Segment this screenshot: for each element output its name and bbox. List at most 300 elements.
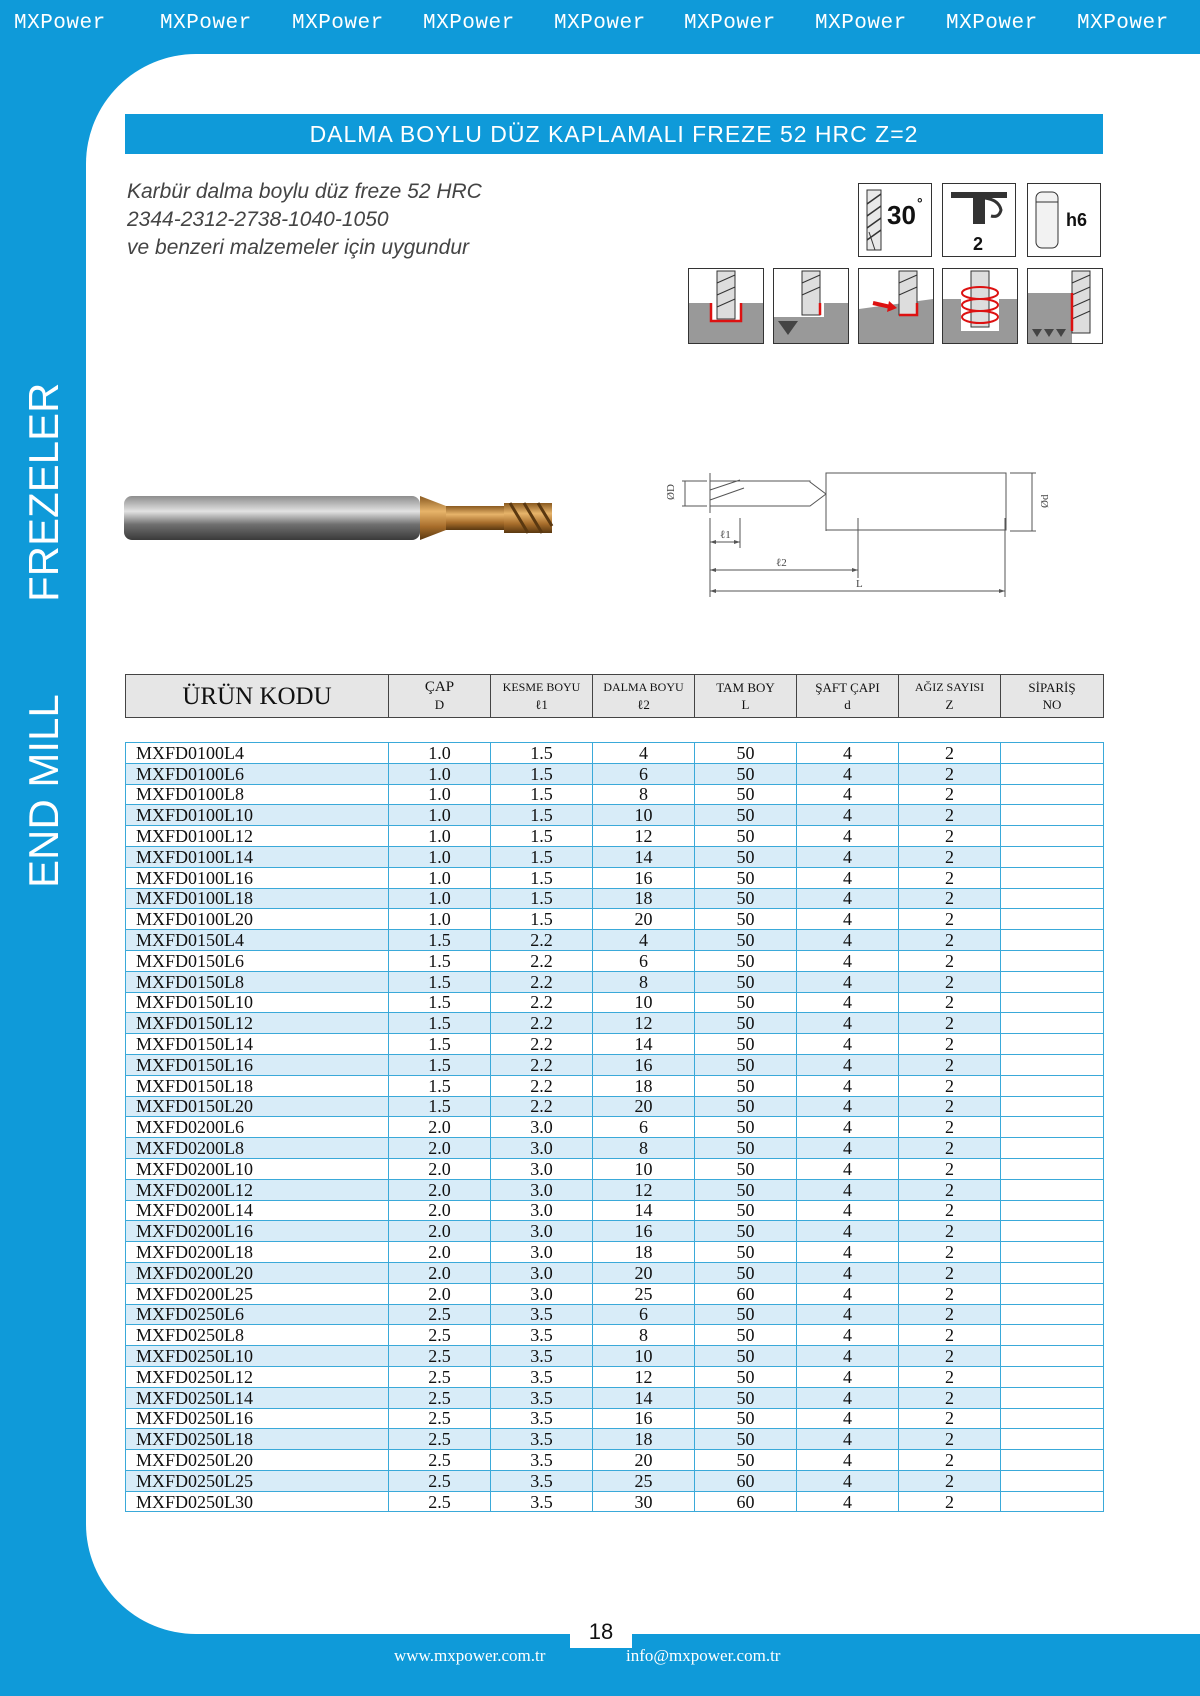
cell-shank-diameter: 4 [797, 1387, 899, 1408]
cell-order-no[interactable] [1001, 1429, 1104, 1450]
cell-reach-length: 14 [593, 1034, 695, 1055]
cell-reach-length: 20 [593, 1450, 695, 1471]
cell-flute-count: 2 [899, 1117, 1001, 1138]
cell-reach-length: 10 [593, 805, 695, 826]
cell-diameter: 2.0 [389, 1262, 491, 1283]
cell-shank-diameter: 4 [797, 909, 899, 930]
table-row [126, 1221, 1104, 1242]
cell-product-code: MXFD0250L30 [126, 1491, 389, 1512]
cell-diameter: 1.5 [389, 1054, 491, 1075]
table-row [126, 1200, 1104, 1221]
table-row [126, 1450, 1104, 1471]
cell-flute-count: 2 [899, 1242, 1001, 1263]
cell-cutting-length: 3.5 [491, 1429, 593, 1450]
cell-flute-count: 2 [899, 867, 1001, 888]
table-row [126, 743, 1104, 764]
cell-order-no[interactable] [1001, 971, 1104, 992]
cell-diameter: 2.5 [389, 1429, 491, 1450]
cell-reach-length: 4 [593, 930, 695, 951]
cell-reach-length: 25 [593, 1283, 695, 1304]
cell-order-no[interactable] [1001, 992, 1104, 1013]
brand-strip-item: MXPower [292, 12, 384, 35]
cell-flute-count: 2 [899, 1304, 1001, 1325]
cell-overall-length: 50 [695, 909, 797, 930]
cell-product-code: MXFD0100L8 [126, 784, 389, 805]
table-row [126, 1304, 1104, 1325]
cell-cutting-length: 1.5 [491, 888, 593, 909]
cell-cutting-length: 2.2 [491, 930, 593, 951]
cell-order-no[interactable] [1001, 1491, 1104, 1512]
cell-product-code: MXFD0100L10 [126, 805, 389, 826]
cell-flute-count: 2 [899, 888, 1001, 909]
footer-website[interactable]: www.mxpower.com.tr [394, 1646, 546, 1665]
cell-product-code: MXFD0250L14 [126, 1387, 389, 1408]
cell-shank-diameter: 4 [797, 743, 899, 764]
cell-cutting-length: 1.5 [491, 826, 593, 847]
cell-reach-length: 18 [593, 888, 695, 909]
drawing-dia-D-label: ØD [665, 484, 677, 500]
cell-overall-length: 50 [695, 1262, 797, 1283]
page-number: 18 [570, 1616, 632, 1648]
helix-angle-icon [858, 183, 932, 257]
cell-overall-length: 50 [695, 1117, 797, 1138]
cell-reach-length: 8 [593, 1138, 695, 1159]
cell-overall-length: 50 [695, 888, 797, 909]
cell-order-no[interactable] [1001, 1283, 1104, 1304]
cell-product-code: MXFD0200L25 [126, 1283, 389, 1304]
cell-reach-length: 20 [593, 909, 695, 930]
cell-cutting-length: 1.5 [491, 805, 593, 826]
side-label-end-mill-text: END MILL [20, 694, 67, 888]
cell-diameter: 1.0 [389, 743, 491, 764]
cell-overall-length: 50 [695, 1429, 797, 1450]
cell-shank-diameter: 4 [797, 1325, 899, 1346]
table-row [126, 909, 1104, 930]
table-row [126, 1138, 1104, 1159]
table-row [126, 1013, 1104, 1034]
flute-count-value: 2 [973, 234, 984, 254]
header-diameter-symbol: D [434, 697, 445, 712]
helix-angle-degree: ° [917, 195, 923, 211]
cell-order-no[interactable] [1001, 1075, 1104, 1096]
cell-product-code: MXFD0200L16 [126, 1221, 389, 1242]
cell-diameter: 1.5 [389, 992, 491, 1013]
cell-flute-count: 2 [899, 1262, 1001, 1283]
header-overall-length-symbol: L [741, 697, 750, 712]
cell-product-code: MXFD0100L20 [126, 909, 389, 930]
cell-overall-length: 50 [695, 1221, 797, 1242]
cell-overall-length: 60 [695, 1491, 797, 1512]
cell-order-no[interactable] [1001, 1179, 1104, 1200]
header-reach-length-symbol: ℓ2 [637, 697, 650, 712]
cell-reach-length: 16 [593, 1408, 695, 1429]
product-table-body [126, 743, 1104, 1512]
table-row [126, 1075, 1104, 1096]
cell-overall-length: 50 [695, 1054, 797, 1075]
cell-product-code: MXFD0250L12 [126, 1366, 389, 1387]
cell-overall-length: 50 [695, 1034, 797, 1055]
header-reach-length-label: DALMA BOYU [603, 680, 684, 694]
header-reach-length [593, 675, 695, 718]
cell-reach-length: 6 [593, 1304, 695, 1325]
cell-product-code: MXFD0200L14 [126, 1200, 389, 1221]
cell-cutting-length: 3.0 [491, 1262, 593, 1283]
technical-drawing [660, 470, 1060, 610]
cell-flute-count: 2 [899, 1096, 1001, 1117]
header-overall-length-label: TAM BOY [716, 680, 775, 695]
cell-overall-length: 50 [695, 1408, 797, 1429]
brand-strip [0, 0, 1200, 48]
cell-overall-length: 50 [695, 1387, 797, 1408]
cell-flute-count: 2 [899, 992, 1001, 1013]
cell-order-no[interactable] [1001, 1221, 1104, 1242]
header-shank-diameter-symbol: d [844, 697, 851, 712]
description-line: ve benzeri malzemeler için uygundur [127, 236, 469, 259]
cell-shank-diameter: 4 [797, 1054, 899, 1075]
header-order-no [1001, 675, 1104, 718]
cell-overall-length: 50 [695, 930, 797, 951]
flute-count-icon [942, 183, 1016, 257]
header-shank-diameter-label: ŞAFT ÇAPI [815, 680, 880, 695]
cell-diameter: 1.0 [389, 784, 491, 805]
cell-flute-count: 2 [899, 1138, 1001, 1159]
table-row [126, 805, 1104, 826]
cell-order-no[interactable] [1001, 1096, 1104, 1117]
header-diameter [389, 675, 491, 718]
table-row [126, 1325, 1104, 1346]
cell-cutting-length: 1.5 [491, 763, 593, 784]
cell-cutting-length: 3.5 [491, 1304, 593, 1325]
cell-shank-diameter: 4 [797, 1346, 899, 1367]
table-row [126, 950, 1104, 971]
cell-reach-length: 14 [593, 846, 695, 867]
cell-cutting-length: 3.0 [491, 1117, 593, 1138]
header-cutting-length-label: KESME BOYU [502, 680, 581, 694]
cell-cutting-length: 3.5 [491, 1408, 593, 1429]
cell-flute-count: 2 [899, 1366, 1001, 1387]
cell-flute-count: 2 [899, 1325, 1001, 1346]
cell-overall-length: 50 [695, 1346, 797, 1367]
drawing-l2-label: ℓ2 [776, 557, 787, 569]
header-overall-length [695, 675, 797, 718]
header-shank-diameter [797, 675, 899, 718]
cell-cutting-length: 2.2 [491, 1034, 593, 1055]
cell-cutting-length: 3.0 [491, 1158, 593, 1179]
cell-order-no[interactable] [1001, 763, 1104, 784]
cell-order-no[interactable] [1001, 805, 1104, 826]
chamfer-icon [773, 268, 849, 344]
cell-order-no[interactable] [1001, 1034, 1104, 1055]
cell-overall-length: 50 [695, 950, 797, 971]
cell-overall-length: 50 [695, 1366, 797, 1387]
cell-overall-length: 50 [695, 1158, 797, 1179]
drawing-dia-d-label: Ød [1039, 494, 1051, 508]
cell-reach-length: 18 [593, 1242, 695, 1263]
cell-product-code: MXFD0200L8 [126, 1138, 389, 1159]
cell-flute-count: 2 [899, 1470, 1001, 1491]
cell-flute-count: 2 [899, 950, 1001, 971]
cell-diameter: 2.5 [389, 1346, 491, 1367]
cell-reach-length: 10 [593, 1346, 695, 1367]
brand-strip-item: MXPower [815, 12, 907, 35]
header-order-no-label: SİPARİŞ [1028, 680, 1076, 695]
header-cutting-length-symbol: ℓ1 [535, 697, 548, 712]
table-row [126, 1346, 1104, 1367]
cell-order-no[interactable] [1001, 1242, 1104, 1263]
cell-cutting-length: 3.5 [491, 1450, 593, 1471]
cell-order-no[interactable] [1001, 867, 1104, 888]
side-label-frezeler-text: FREZELER [20, 382, 67, 602]
cell-order-no[interactable] [1001, 1304, 1104, 1325]
table-row [126, 1366, 1104, 1387]
cell-flute-count: 2 [899, 930, 1001, 951]
cell-reach-length: 20 [593, 1096, 695, 1117]
cell-product-code: MXFD0150L10 [126, 992, 389, 1013]
shank-tolerance-icon [1027, 183, 1101, 257]
footer-email[interactable]: info@mxpower.com.tr [626, 1646, 781, 1665]
product-table-header [125, 674, 1104, 718]
tolerance-value: h6 [1066, 210, 1088, 230]
cell-order-no[interactable] [1001, 1387, 1104, 1408]
cell-diameter: 1.0 [389, 867, 491, 888]
cell-order-no[interactable] [1001, 846, 1104, 867]
cell-diameter: 1.5 [389, 1013, 491, 1034]
cell-cutting-length: 3.0 [491, 1179, 593, 1200]
table-row [126, 763, 1104, 784]
cell-diameter: 2.0 [389, 1179, 491, 1200]
cell-flute-count: 2 [899, 1034, 1001, 1055]
product-table [125, 742, 1104, 1512]
cell-cutting-length: 1.5 [491, 909, 593, 930]
table-row [126, 1096, 1104, 1117]
cell-flute-count: 2 [899, 743, 1001, 764]
header-cutting-length [491, 675, 593, 718]
cell-flute-count: 2 [899, 1346, 1001, 1367]
cell-shank-diameter: 4 [797, 950, 899, 971]
cell-flute-count: 2 [899, 1283, 1001, 1304]
cell-product-code: MXFD0200L10 [126, 1158, 389, 1179]
cell-overall-length: 50 [695, 826, 797, 847]
cell-diameter: 2.0 [389, 1283, 491, 1304]
table-row [126, 1408, 1104, 1429]
cell-diameter: 1.0 [389, 763, 491, 784]
cell-diameter: 2.5 [389, 1325, 491, 1346]
cell-shank-diameter: 4 [797, 1408, 899, 1429]
drawing-L-label: L [856, 578, 863, 590]
cell-product-code: MXFD0250L16 [126, 1408, 389, 1429]
cell-reach-length: 16 [593, 867, 695, 888]
cell-product-code: MXFD0150L16 [126, 1054, 389, 1075]
cell-overall-length: 60 [695, 1283, 797, 1304]
cell-product-code: MXFD0100L12 [126, 826, 389, 847]
cell-product-code: MXFD0250L8 [126, 1325, 389, 1346]
cell-diameter: 1.5 [389, 1034, 491, 1055]
table-row [126, 867, 1104, 888]
cell-product-code: MXFD0100L4 [126, 743, 389, 764]
cell-order-no[interactable] [1001, 1158, 1104, 1179]
cell-product-code: MXFD0200L12 [126, 1179, 389, 1200]
cell-diameter: 2.5 [389, 1366, 491, 1387]
cell-shank-diameter: 4 [797, 1450, 899, 1471]
cell-diameter: 1.5 [389, 950, 491, 971]
cell-order-no[interactable] [1001, 784, 1104, 805]
cell-cutting-length: 2.2 [491, 950, 593, 971]
cell-product-code: MXFD0100L18 [126, 888, 389, 909]
cell-reach-length: 14 [593, 1387, 695, 1408]
cell-overall-length: 50 [695, 1096, 797, 1117]
cell-shank-diameter: 4 [797, 1075, 899, 1096]
cell-order-no[interactable] [1001, 1470, 1104, 1491]
cell-flute-count: 2 [899, 971, 1001, 992]
cell-overall-length: 50 [695, 763, 797, 784]
cell-diameter: 1.0 [389, 846, 491, 867]
cell-shank-diameter: 4 [797, 1304, 899, 1325]
product-photo [120, 470, 600, 570]
cell-cutting-length: 1.5 [491, 743, 593, 764]
cell-flute-count: 2 [899, 909, 1001, 930]
cell-diameter: 2.5 [389, 1470, 491, 1491]
table-row [126, 1387, 1104, 1408]
cell-order-no[interactable] [1001, 1138, 1104, 1159]
header-product-code: ÜRÜN KODU [126, 675, 389, 718]
cell-product-code: MXFD0150L8 [126, 971, 389, 992]
cell-cutting-length: 3.0 [491, 1138, 593, 1159]
cell-order-no[interactable] [1001, 930, 1104, 951]
cell-flute-count: 2 [899, 1429, 1001, 1450]
cell-reach-length: 30 [593, 1491, 695, 1512]
brand-strip-item: MXPower [14, 12, 106, 35]
cell-diameter: 1.5 [389, 930, 491, 951]
header-order-no-symbol: NO [1042, 697, 1062, 712]
cell-shank-diameter: 4 [797, 846, 899, 867]
cell-order-no[interactable] [1001, 909, 1104, 930]
cell-shank-diameter: 4 [797, 1096, 899, 1117]
cell-reach-length: 12 [593, 1013, 695, 1034]
brand-strip-item: MXPower [684, 12, 776, 35]
cell-overall-length: 60 [695, 1470, 797, 1491]
cell-reach-length: 12 [593, 826, 695, 847]
cell-flute-count: 2 [899, 1221, 1001, 1242]
table-row [126, 1054, 1104, 1075]
cell-cutting-length: 3.5 [491, 1325, 593, 1346]
cell-flute-count: 2 [899, 826, 1001, 847]
cell-product-code: MXFD0150L20 [126, 1096, 389, 1117]
cell-cutting-length: 1.5 [491, 784, 593, 805]
cell-shank-diameter: 4 [797, 805, 899, 826]
cell-cutting-length: 2.2 [491, 1096, 593, 1117]
cell-order-no[interactable] [1001, 826, 1104, 847]
cell-shank-diameter: 4 [797, 888, 899, 909]
cell-shank-diameter: 4 [797, 1491, 899, 1512]
cell-flute-count: 2 [899, 1158, 1001, 1179]
table-row [126, 1158, 1104, 1179]
cell-order-no[interactable] [1001, 1408, 1104, 1429]
cell-flute-count: 2 [899, 805, 1001, 826]
cell-reach-length: 18 [593, 1075, 695, 1096]
cell-flute-count: 2 [899, 1013, 1001, 1034]
cell-flute-count: 2 [899, 784, 1001, 805]
brand-strip-item: MXPower [554, 12, 646, 35]
cell-order-no[interactable] [1001, 1366, 1104, 1387]
cell-order-no[interactable] [1001, 950, 1104, 971]
cell-order-no[interactable] [1001, 1117, 1104, 1138]
cell-order-no[interactable] [1001, 888, 1104, 909]
cell-order-no[interactable] [1001, 1450, 1104, 1471]
cell-flute-count: 2 [899, 846, 1001, 867]
cell-cutting-length: 1.5 [491, 846, 593, 867]
helical-interpolation-icon [942, 268, 1018, 344]
cell-order-no[interactable] [1001, 1262, 1104, 1283]
cell-reach-length: 20 [593, 1262, 695, 1283]
cell-cutting-length: 3.5 [491, 1346, 593, 1367]
cell-product-code: MXFD0200L18 [126, 1242, 389, 1263]
cell-overall-length: 50 [695, 867, 797, 888]
header-diameter-label: ÇAP [424, 679, 455, 695]
cell-product-code: MXFD0150L14 [126, 1034, 389, 1055]
cell-diameter: 2.0 [389, 1200, 491, 1221]
table-row [126, 1117, 1104, 1138]
header-row [126, 675, 1104, 718]
description-line: 2344-2312-2738-1040-1050 [127, 208, 389, 231]
cell-cutting-length: 3.5 [491, 1470, 593, 1491]
cell-overall-length: 50 [695, 971, 797, 992]
brand-strip-item: MXPower [423, 12, 515, 35]
cell-overall-length: 50 [695, 1242, 797, 1263]
page-title: DALMA BOYLU DÜZ KAPLAMALI FREZE 52 HRC Z=2 [125, 114, 1103, 154]
cell-reach-length: 4 [593, 743, 695, 764]
description-line: Karbür dalma boylu düz freze 52 HRC [127, 180, 482, 203]
cell-cutting-length: 3.5 [491, 1366, 593, 1387]
cell-cutting-length: 3.0 [491, 1200, 593, 1221]
table-row [126, 1283, 1104, 1304]
table-row [126, 1470, 1104, 1491]
cell-shank-diameter: 4 [797, 763, 899, 784]
side-milling-icon [1027, 268, 1103, 344]
cell-order-no[interactable] [1001, 1200, 1104, 1221]
header-flute-count-symbol: Z [945, 697, 954, 712]
table-row [126, 1034, 1104, 1055]
cell-order-no[interactable] [1001, 1346, 1104, 1367]
cell-shank-diameter: 4 [797, 867, 899, 888]
cell-shank-diameter: 4 [797, 992, 899, 1013]
cell-order-no[interactable] [1001, 1013, 1104, 1034]
cell-order-no[interactable] [1001, 1054, 1104, 1075]
cell-overall-length: 50 [695, 992, 797, 1013]
cell-product-code: MXFD0250L25 [126, 1470, 389, 1491]
header-flute-count-label: AĞIZ SAYISI [914, 680, 985, 694]
cell-diameter: 2.0 [389, 1242, 491, 1263]
cell-cutting-length: 3.5 [491, 1387, 593, 1408]
cell-reach-length: 16 [593, 1054, 695, 1075]
cell-shank-diameter: 4 [797, 1034, 899, 1055]
cell-order-no[interactable] [1001, 1325, 1104, 1346]
cell-overall-length: 50 [695, 1200, 797, 1221]
table-row [126, 846, 1104, 867]
cell-cutting-length: 2.2 [491, 1054, 593, 1075]
cell-reach-length: 18 [593, 1429, 695, 1450]
cell-shank-diameter: 4 [797, 1470, 899, 1491]
drawing-l1-label: ℓ1 [720, 529, 731, 541]
table-row [126, 1262, 1104, 1283]
cell-shank-diameter: 4 [797, 1366, 899, 1387]
cell-order-no[interactable] [1001, 743, 1104, 764]
cell-diameter: 2.0 [389, 1158, 491, 1179]
brand-strip-item: MXPower [946, 12, 1038, 35]
cell-reach-length: 6 [593, 763, 695, 784]
table-row [126, 930, 1104, 951]
cell-shank-diameter: 4 [797, 1138, 899, 1159]
cell-product-code: MXFD0200L20 [126, 1262, 389, 1283]
